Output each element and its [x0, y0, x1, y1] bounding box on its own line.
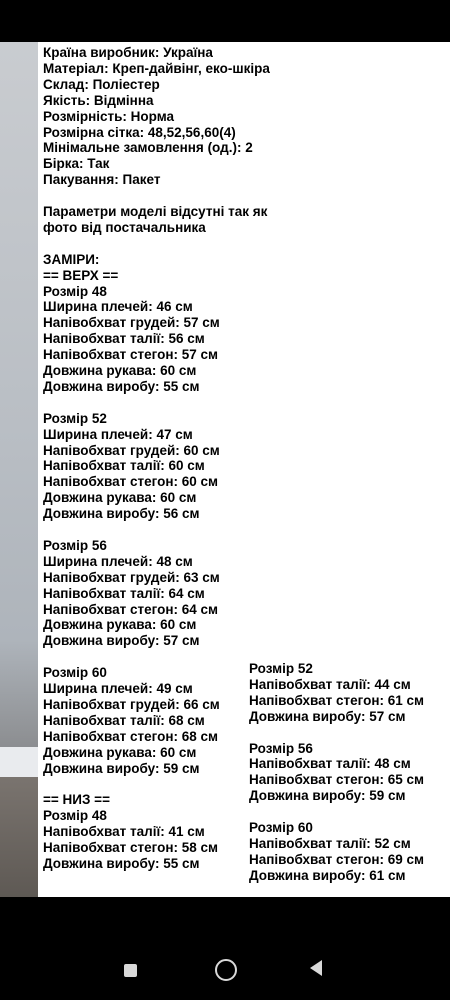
- lines_left-line: Напівобхват стегон: 68 см: [43, 728, 219, 744]
- lines_right-line: Довжина виробу: 59 см: [249, 788, 406, 804]
- lines_right-line: Напівобхват талії: 52 см: [249, 835, 411, 851]
- status-bar: [0, 0, 450, 42]
- lines_left-line: Розмірна сітка: 48,52,56,60(4): [43, 124, 236, 140]
- lines_left-line: Ширина плечей: 46 см: [43, 299, 193, 315]
- lines_left-line: ЗАМІРИ:: [43, 251, 100, 267]
- lines_left-line: Довжина виробу: 57 см: [43, 633, 200, 649]
- lines_left-line: Розмір 56: [43, 537, 107, 553]
- lines_right-line: Напівобхват стегон: 65 см: [249, 772, 425, 788]
- lines_left-line: Ширина плечей: 48 см: [43, 553, 193, 569]
- photo-background-strip: [0, 42, 38, 897]
- lines_right-line: Розмір 52: [249, 661, 313, 676]
- lines_right-line: Напівобхват талії: 44 см: [249, 676, 411, 692]
- lines_left-line: Напівобхват талії: 60 см: [43, 458, 205, 474]
- lines_left-line: == ВЕРХ ==: [43, 267, 119, 283]
- lines_right-line: Розмір 60: [249, 820, 313, 835]
- lines_right-line: Розмір 56: [249, 740, 313, 756]
- navigation-bar: [0, 940, 450, 1000]
- baseboard: [0, 747, 38, 777]
- lines_left-line: Напівобхват грудей: 66 см: [43, 696, 220, 712]
- lines_right-line: Напівобхват талії: 48 см: [249, 756, 411, 772]
- lines_left-line: Напівобхват талії: 68 см: [43, 712, 205, 728]
- lines_left-line: Довжина рукава: 60 см: [43, 744, 197, 760]
- lines_right-line: Довжина виробу: 57 см: [249, 708, 406, 724]
- lines_left-line: Напівобхват талії: 56 см: [43, 331, 205, 347]
- lines_left-line: Напівобхват стегон: 60 см: [43, 474, 219, 490]
- recents-square-icon[interactable]: [124, 964, 137, 977]
- lines_left-line: Країна виробник: Україна: [43, 45, 213, 60]
- lines_left-line: Ширина плечей: 47 см: [43, 426, 193, 442]
- lines_left-line: Мінімальне замовлення (од.): 2: [43, 140, 253, 156]
- lines_left-line: фото від постачальника: [43, 219, 206, 235]
- lines_left-line: Пакування: Пакет: [43, 172, 161, 188]
- lines_left-line: Матеріал: Креп-дайвінг, еко-шкіра: [43, 60, 270, 76]
- lines_left-line: Довжина рукава: 60 см: [43, 363, 197, 378]
- lines_left-line: Напівобхват грудей: 63 см: [43, 569, 220, 585]
- lines_left-line: == НИЗ ==: [43, 792, 110, 808]
- screenshot-content: [0, 42, 450, 897]
- lines_left-line: Розмір 60: [43, 665, 107, 681]
- home-circle-icon[interactable]: [215, 959, 237, 981]
- lines_left-line: Ширина плечей: 49 см: [43, 681, 193, 696]
- lines_left-line: Склад: Поліестер: [43, 76, 160, 92]
- lines_left-line: Довжина рукава: 60 см: [43, 617, 197, 633]
- lines_left-line: Параметри моделі відсутні так як: [43, 204, 268, 219]
- back-triangle-icon[interactable]: [308, 959, 324, 977]
- lines_left-line: Розмір 52: [43, 410, 107, 426]
- lines_left-line: Розмір 48: [43, 808, 107, 824]
- lines_right-line: Напівобхват стегон: 61 см: [249, 692, 425, 708]
- lines_left-line: Довжина рукава: 60 см: [43, 490, 197, 506]
- lines_left-line: Довжина виробу: 55 см: [43, 378, 200, 394]
- lines_left-line: Напівобхват стегон: 58 см: [43, 840, 219, 855]
- lines_left-line: Напівобхват талії: 41 см: [43, 824, 205, 840]
- lines_left-line: Якість: Відмінна: [43, 92, 154, 108]
- lines_left-line: Напівобхват талії: 64 см: [43, 585, 205, 601]
- lines_left-line: Довжина виробу: 59 см: [43, 760, 200, 776]
- lines_left-line: Розмірність: Норма: [43, 108, 175, 124]
- lines_left-line: Розмір 48: [43, 283, 107, 299]
- lines_left-line: Довжина виробу: 56 см: [43, 506, 200, 522]
- lines_left-line: Напівобхват стегон: 64 см: [43, 601, 219, 617]
- lines_left-line: Напівобхват грудей: 57 см: [43, 315, 220, 331]
- floor: [0, 777, 38, 897]
- lines_right-line: Довжина виробу: 61 см: [249, 867, 406, 883]
- lines_left-line: Напівобхват грудей: 60 см: [43, 442, 220, 458]
- lines_left-line: Напівобхват стегон: 57 см: [43, 347, 219, 363]
- lines_right-line: Напівобхват стегон: 69 см: [249, 851, 425, 867]
- lines_left-line: Довжина виробу: 55 см: [43, 855, 200, 871]
- lines_left-line: Бірка: Так: [43, 156, 110, 172]
